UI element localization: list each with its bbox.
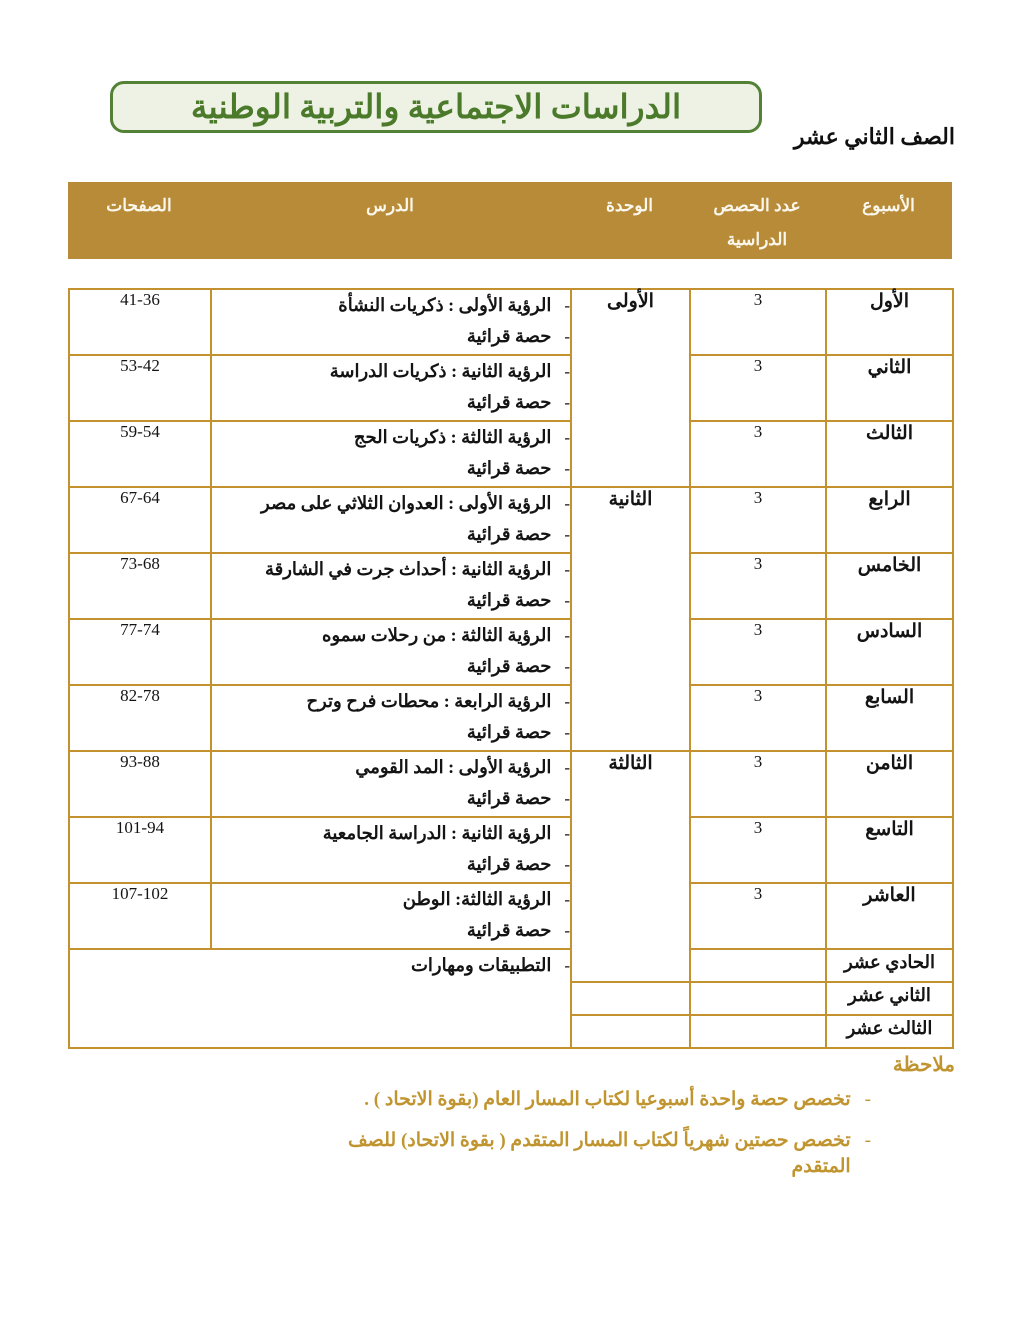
- pages-range: 82-78: [120, 686, 160, 705]
- reading-session: حصة قرائية: [466, 656, 552, 676]
- pages-cell: [69, 487, 211, 553]
- lesson-bullet: [212, 488, 570, 519]
- week-cell: الثالث عشر: [826, 1015, 953, 1048]
- pages-cell: [69, 619, 211, 685]
- reading-bullet: [212, 783, 570, 814]
- dash-icon: -: [564, 524, 570, 544]
- week-cell: الرابع: [826, 487, 953, 553]
- pages-cell: [69, 883, 211, 949]
- pages-range: 77-74: [120, 620, 160, 639]
- lesson-bullet: [212, 620, 570, 651]
- table-row: [69, 421, 953, 487]
- periods-cell: 3: [690, 817, 826, 883]
- reading-bullet: [212, 717, 570, 748]
- col-header-lesson: الدرس: [366, 196, 414, 215]
- week-cell: الأول: [826, 289, 953, 355]
- lesson-title: الرؤية الثانية : أحداث جرت في الشارقة: [264, 559, 552, 579]
- note-text: تخصص حصتين شهرياً لكتاب المسار المتقدم ( بقوة الاتحاد) للصف المتقدم: [347, 1130, 851, 1177]
- dash-icon: -: [564, 920, 570, 940]
- periods-cell: 3: [690, 619, 826, 685]
- periods-cell: 3: [690, 355, 826, 421]
- lesson-cell: [211, 685, 571, 751]
- pages-range: 59-54: [120, 422, 160, 441]
- table-header-bar: [68, 182, 952, 259]
- lesson-title: الرؤية الثالثة : من رحلات سموه: [322, 625, 552, 645]
- col-header-unit: الوحدة: [605, 196, 654, 215]
- unit-cell: الثالثة: [571, 751, 690, 982]
- table-row: [69, 817, 953, 883]
- dash-icon: -: [564, 295, 570, 315]
- pages-cell: [69, 355, 211, 421]
- applications-cell: [69, 949, 571, 1048]
- table-row: [69, 949, 953, 982]
- week-cell: الثاني عشر: [826, 982, 953, 1015]
- table-row: [69, 883, 953, 949]
- lesson-cell: [211, 619, 571, 685]
- lesson-bullet: [212, 818, 570, 849]
- dash-icon: -: [564, 361, 570, 381]
- notes-section: [295, 1052, 955, 1195]
- dash-icon: -: [564, 823, 570, 843]
- pages-cell: [69, 421, 211, 487]
- dash-icon: -: [564, 326, 570, 346]
- lesson-title: الرؤية الأولى : ذكريات النشأة: [338, 295, 552, 315]
- pages-cell: [69, 751, 211, 817]
- grade-label: الصف الثاني عشر: [793, 124, 955, 149]
- lesson-title: الرؤية الأولى : المد القومي: [355, 757, 552, 777]
- lesson-bullet: [212, 686, 570, 717]
- lesson-bullet: [212, 356, 570, 387]
- lesson-cell: [211, 751, 571, 817]
- dash-icon: -: [564, 955, 570, 975]
- table-row: [69, 685, 953, 751]
- unit-cell: الثانية: [571, 487, 690, 751]
- week-cell: العاشر: [826, 883, 953, 949]
- table-row: [69, 289, 953, 355]
- pages-range: 93-88: [120, 752, 160, 771]
- col-header-periods-line1: عدد الحصص: [713, 196, 801, 215]
- lesson-cell: [211, 817, 571, 883]
- periods-cell: 3: [690, 751, 826, 817]
- pages-cell: [69, 289, 211, 355]
- lesson-title: الرؤية الثالثة : ذكريات الحج: [353, 427, 552, 447]
- col-header-week: الأسبوع: [862, 196, 915, 215]
- pages-cell: [69, 817, 211, 883]
- periods-cell: 3: [690, 421, 826, 487]
- lesson-bullet: [212, 554, 570, 585]
- lesson-bullet: [212, 752, 570, 783]
- reading-bullet: [212, 915, 570, 946]
- lesson-cell: [211, 289, 571, 355]
- reading-session: حصة قرائية: [466, 788, 552, 808]
- lesson-cell: [211, 421, 571, 487]
- reading-bullet: [212, 585, 570, 616]
- table-row: [69, 751, 953, 817]
- dash-icon: -: [564, 493, 570, 513]
- dash-icon: -: [864, 1089, 871, 1110]
- periods-cell: [690, 949, 826, 982]
- reading-session: حصة قرائية: [466, 326, 552, 346]
- week-cell: الثاني: [826, 355, 953, 421]
- lesson-bullet: [212, 422, 570, 453]
- lesson-bullet: [212, 884, 570, 915]
- lesson-cell: [211, 487, 571, 553]
- reading-bullet: [212, 453, 570, 484]
- dash-icon: -: [564, 788, 570, 808]
- pages-range: 53-42: [120, 356, 160, 375]
- pages-cell: [69, 553, 211, 619]
- lesson-title: الرؤية الثالثة: الوطن: [402, 889, 552, 909]
- reading-session: حصة قرائية: [466, 524, 552, 544]
- reading-session: حصة قرائية: [466, 854, 552, 874]
- reading-session: حصة قرائية: [466, 590, 552, 610]
- col-header-periods: [689, 196, 825, 259]
- dash-icon: -: [564, 757, 570, 777]
- col-header-pages: الصفحات: [106, 196, 172, 215]
- subject-title-box: [110, 81, 762, 133]
- week-cell: الثامن: [826, 751, 953, 817]
- note-item: [295, 1087, 871, 1113]
- lesson-title: الرؤية الأولى : العدوان الثلاثي على مصر: [261, 493, 552, 513]
- dash-icon: -: [564, 559, 570, 579]
- dash-icon: -: [564, 392, 570, 412]
- week-cell: الخامس: [826, 553, 953, 619]
- dash-icon: -: [564, 889, 570, 909]
- schedule-table: [68, 288, 954, 1049]
- reading-bullet: [212, 651, 570, 682]
- periods-cell: [690, 1015, 826, 1048]
- dash-icon: -: [564, 625, 570, 645]
- week-cell: الثالث: [826, 421, 953, 487]
- unit-cell: [571, 1015, 690, 1048]
- unit-cell: [571, 982, 690, 1015]
- periods-cell: 3: [690, 883, 826, 949]
- lesson-cell: [211, 883, 571, 949]
- lesson-bullet: [212, 290, 570, 321]
- col-header-periods-line2: الدراسية: [726, 230, 788, 249]
- periods-cell: 3: [690, 685, 826, 751]
- week-cell: التاسع: [826, 817, 953, 883]
- reading-bullet: [212, 849, 570, 880]
- note-item: [295, 1128, 871, 1180]
- reading-session: حصة قرائية: [466, 920, 552, 940]
- dash-icon: -: [564, 458, 570, 478]
- periods-cell: 3: [690, 487, 826, 553]
- dash-icon: -: [564, 427, 570, 447]
- unit-cell: الأولى: [571, 289, 690, 487]
- periods-cell: [690, 982, 826, 1015]
- lesson-title: الرؤية الرابعة : محطات فرح وترح: [306, 691, 552, 711]
- pages-range: 67-64: [120, 488, 160, 507]
- reading-session: حصة قرائية: [466, 392, 552, 412]
- dash-icon: -: [564, 691, 570, 711]
- pages-range: 101-94: [115, 818, 165, 837]
- dash-icon: -: [564, 722, 570, 742]
- reading-session: حصة قرائية: [466, 722, 552, 742]
- pages-cell: [69, 685, 211, 751]
- table-row: [69, 619, 953, 685]
- subject-title: الدراسات الاجتماعية والتربية الوطنية: [190, 90, 682, 126]
- applications-label: التطبيقات ومهارات: [410, 955, 552, 975]
- table-row: [69, 553, 953, 619]
- lesson-title: الرؤية الثانية : ذكريات الدراسة: [329, 361, 552, 381]
- pages-range: 107-102: [111, 884, 169, 903]
- lesson-cell: [211, 355, 571, 421]
- periods-cell: 3: [690, 553, 826, 619]
- dash-icon: -: [564, 854, 570, 874]
- dash-icon: -: [564, 590, 570, 610]
- periods-cell: 3: [690, 289, 826, 355]
- table-row: [69, 355, 953, 421]
- applications-bullet: [70, 950, 570, 981]
- reading-bullet: [212, 387, 570, 418]
- note-text: تخصص حصة واحدة أسبوعيا لكتاب المسار العام (بقوة الاتحاد ) .: [364, 1089, 851, 1110]
- dash-icon: -: [564, 656, 570, 676]
- pages-range: 41-36: [120, 290, 160, 309]
- week-cell: الحادي عشر: [826, 949, 953, 982]
- lesson-cell: [211, 553, 571, 619]
- dash-icon: -: [864, 1130, 871, 1151]
- lesson-title: الرؤية الثانية : الدراسة الجامعية: [322, 823, 552, 843]
- week-cell: السادس: [826, 619, 953, 685]
- table-row: [69, 487, 953, 553]
- reading-bullet: [212, 519, 570, 550]
- pages-range: 73-68: [120, 554, 160, 573]
- week-cell: السابع: [826, 685, 953, 751]
- notes-heading: ملاحظة: [892, 1054, 955, 1076]
- reading-bullet: [212, 321, 570, 352]
- reading-session: حصة قرائية: [466, 458, 552, 478]
